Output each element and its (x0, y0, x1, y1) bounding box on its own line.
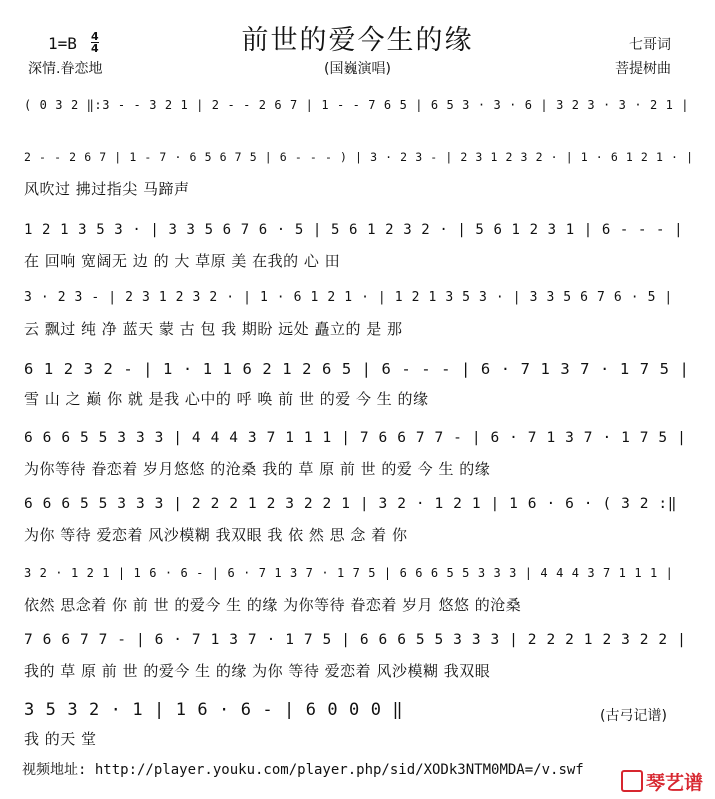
score-lyrics-line: 为你 等待 爱恋着 风沙模糊 我双眼 我 依 然 思 念 着 你 (24, 526, 408, 544)
score-lyrics-line: 依然 思念着 你 前 世 的爱今 生 的缘 为你等待 眷恋着 岁月 悠悠 的沧桑 (24, 596, 522, 614)
score-notes-line: 2 - - 2 6 7 | 1 - 7 · 6 5 6 7 5 | 6 - - - ) | 3 · 2 3 - | 2 3 1 2 3 2 · | 1 · 6 1 2 1 · | (24, 150, 694, 164)
composer: 菩提树曲 (615, 61, 671, 77)
score-notes-line: 3 · 2 3 - | 2 3 1 2 3 2 · | 1 · 6 1 2 1 · | 1 2 1 3 5 3 · | 3 3 5 6 7 6 · 5 | (24, 290, 673, 305)
score-notes-line: 6 6 6 5 5 3 3 3 | 2 2 2 1 2 3 2 2 1 | 3 2 · 1 2 1 | 1 6 · 6 · ( 3 2 :‖ (24, 496, 678, 512)
score-notes-line: 3 2 · 1 2 1 | 1 6 · 6 - | 6 · 7 1 3 7 · 1 7 5 | 6 6 6 5 5 3 3 3 | 4 4 4 3 7 1 1 1 | (24, 566, 674, 580)
score-lyrics-line: 云 飘过 纯 净 蓝天 蒙 古 包 我 期盼 远处 矗立的 是 那 (24, 320, 403, 338)
video-link[interactable]: http://player.youku.com/player.php/sid/XODk3NTM0MDA=/v.swf (94, 762, 584, 778)
score-notes-line: 6 6 6 5 5 3 3 3 | 4 4 4 3 7 1 1 1 | 7 6 6 7 7 - | 6 · 7 1 3 7 · 1 7 5 | (24, 430, 687, 446)
time-signature-bottom: 4 (91, 42, 99, 55)
score-lyrics-line: 风吹过 拂过指尖 马蹄声 (24, 180, 190, 198)
score-notes-line: ( 0 3 2 ‖:3 - - 3 2 1 | 2 - - 2 6 7 | 1 - - 7 6 5 | 6 5 3 · 3 · 6 | 3 2 3 · 3 · 2 1 | (24, 98, 690, 112)
key-signature: 1=B (48, 34, 77, 53)
score-notes-line: 3 5 3 2 · 1 | 1 6 · 6 - | 6 0 0 0 ‖ (24, 700, 404, 720)
lyricist: 七哥词 (629, 37, 671, 53)
score-lyrics-line: 我的 草 原 前 世 的爱今 生 的缘 为你 等待 爱恋着 风沙模糊 我双眼 (24, 662, 491, 680)
score-lyrics-line: 在 回响 宽阔无 边 的 大 草原 美 在我的 心 田 (24, 252, 341, 270)
time-signature (91, 31, 99, 54)
singer: (国巍演唱) (324, 61, 391, 77)
brand-icon (621, 770, 643, 792)
page-title: 前世的爱今生的缘 (241, 25, 474, 56)
brand-name: 琴艺谱 (645, 772, 703, 794)
score-notes-line: 6 1 2 3 2 - | 1 · 1 1 6 2 1 2 6 5 | 6 - - - | 6 · 7 1 3 7 · 1 7 5 | (24, 360, 690, 378)
score-lyrics-line: 我 的天 堂 (24, 730, 97, 748)
transcriber-credit: (古弓记谱) (600, 708, 667, 724)
video-address (22, 759, 584, 779)
score-notes-line: 1 2 1 3 5 3 · | 3 3 5 6 7 6 · 5 | 5 6 1 2 3 2 · | 5 6 1 2 3 1 | 6 - - - | (24, 222, 684, 238)
score-lyrics-line: 为你等待 眷恋着 岁月悠悠 的沧桑 我的 草 原 前 世 的爱 今 生 的缘 (24, 460, 491, 478)
video-label: 视频地址: (22, 762, 95, 778)
time-signature-top: 4 (91, 30, 99, 43)
brand-logo[interactable] (621, 768, 703, 795)
score-notes-line: 7 6 6 7 7 - | 6 · 7 1 3 7 · 1 7 5 | 6 6 6 5 5 3 3 3 | 2 2 2 1 2 3 2 2 | (24, 632, 687, 648)
score-lyrics-line: 雪 山 之 巅 你 就 是我 心中的 呼 唤 前 世 的爱 今 生 的缘 (24, 390, 429, 408)
tempo-mood: 深情.眷恋地 (28, 61, 103, 77)
